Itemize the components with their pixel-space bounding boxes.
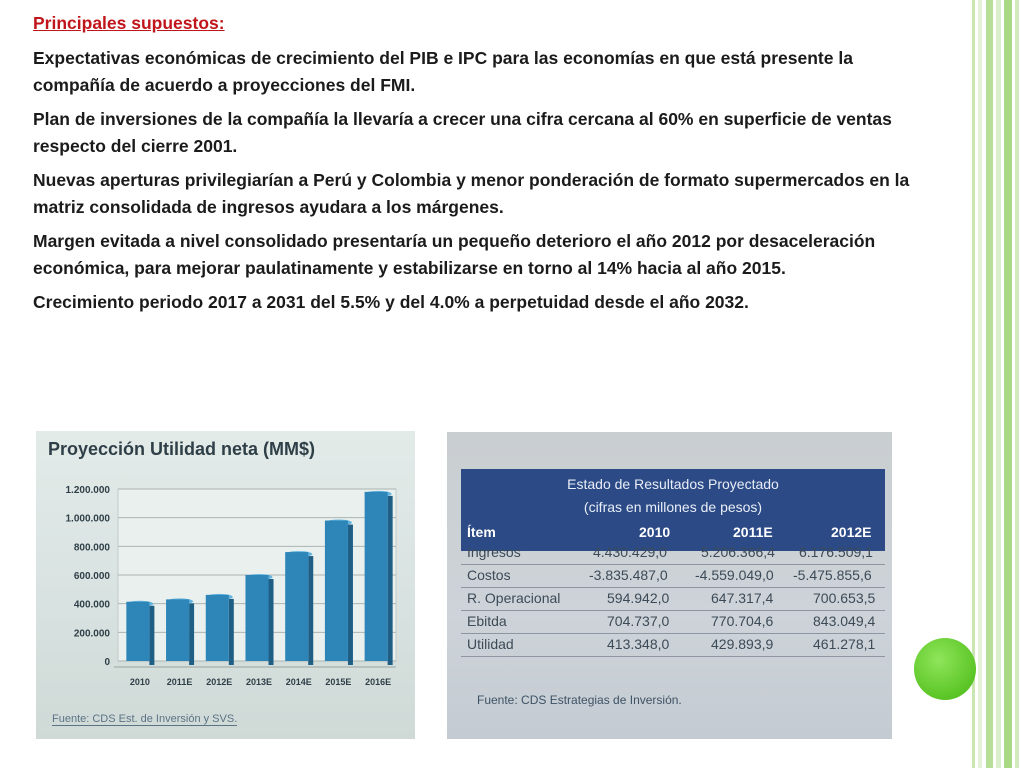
x-tick-label: 2012E [206,677,233,687]
y-tick-label: 0 [104,657,110,668]
table-row [461,588,885,610]
bar-chart-svg [36,471,415,711]
y-tick-label: 800.000 [73,542,110,554]
table-row [461,542,885,564]
bar-side [189,603,194,665]
bar [206,595,229,661]
assumption-paragraph: Expectativas económicas de crecimiento del PIB e IPC para las economías en que está presente la compañía de acuerdo a proyecciones del FMI. [33,48,853,95]
net-income-chart [36,431,415,739]
cell-value: 704.737,0 [607,613,670,629]
table-subtitle: (cifras en millones de pesos) [583,499,763,515]
row-label: Costos [467,567,511,583]
column-header-2010: 2010 [639,524,671,540]
table-title: Estado de Resultados Proyectado [567,476,779,492]
cell-value: 770.704,6 [711,613,774,629]
cell-value: 700.653,5 [813,590,876,606]
stripe [1015,0,1019,768]
bar [325,521,348,661]
stripe [972,0,975,768]
assumption-paragraph: Plan de inversiones de la compañía la llevaría a crecer una cifra cercana al 60% en superficie de ventas respecto del cierre 2001. [33,109,892,156]
x-tick-label: 2014E [285,677,312,687]
y-tick-label: 1.200.000 [65,485,110,496]
bar [365,492,388,661]
cell-value: 6.176.509,1 [799,544,873,560]
bar [166,599,189,661]
bar [126,602,149,661]
assumption-paragraph: Crecimiento periodo 2017 a 2031 del 5.5% y del 4.0% a perpetuidad desde el año 2032. [33,292,749,312]
cell-value: 647.317,4 [711,590,774,606]
cell-value: 4.430.429,0 [593,544,667,560]
bar-side [269,579,274,665]
table-source: Fuente: CDS Estrategias de Inversión. [477,693,682,707]
y-tick-label: 600.000 [73,571,110,582]
row-label: R. Operacional [467,590,561,606]
column-header-2012e: 2012E [831,524,872,540]
bar-side [388,496,393,665]
x-tick-label: 2011E [166,677,193,687]
cell-value: 594.942,0 [607,590,670,606]
row-divider [461,656,885,657]
bar-side [149,606,154,665]
row-label: Utilidad [467,636,514,652]
assumptions-text [33,10,933,323]
cell-value: -3.835.487,0 [589,567,668,583]
bar-side [348,525,353,665]
row-label: Ebitda [467,613,507,629]
row-label: Ingresos [467,544,521,560]
cell-value: -4.559.049,0 [695,567,774,583]
bar [285,552,308,661]
stripe [978,0,982,768]
green-circle-decoration [914,638,976,700]
cell-value: -5.475.855,6 [793,567,872,583]
table-row [461,565,885,587]
income-statement-table [447,432,892,739]
x-tick-label: 2013E [245,677,273,687]
chart-source: Fuente: CDS Est. de Inversión y SVS. [52,713,238,725]
cell-value: 5.206.366,4 [701,544,775,560]
stripe [1004,0,1012,768]
y-tick-label: 1.000.000 [65,513,110,525]
stripe [986,0,993,768]
y-tick-label: 200.000 [73,628,110,640]
bar [245,575,268,661]
x-tick-label: 2016E [365,677,392,687]
x-tick-label: 2015E [325,677,352,687]
cell-value: 429.893,9 [711,636,774,652]
table-row [461,611,885,633]
assumption-paragraph: Nuevas aperturas privilegiarían a Perú y Colombia y menor ponderación de formato supermercados en la matriz consolidada de ingresos ayudara a los márgenes. [33,170,910,217]
decorative-stripes [972,0,1024,768]
table-header [461,469,885,551]
cell-value: 413.348,0 [607,636,670,652]
cell-value: 843.049,4 [813,613,876,629]
stripe [996,0,1001,768]
assumption-paragraph: Margen evitada a nivel consolidado presentaría un pequeño deterioro el año 2012 por desaceleración económica, para mejorar paulatinamente y estabilizarse en torno al 14% hacia al año 2015. [33,231,876,278]
x-tick-label: 2010 [129,677,150,687]
section-heading: Principales supuestos: [33,13,225,33]
bar-side [308,556,313,665]
bar-side [229,599,234,665]
column-header-item: Ítem [467,524,496,540]
table-row [461,634,885,656]
column-header-2011e: 2011E [733,524,773,540]
chart-title: Proyección Utilidad neta (MM$) [48,439,316,459]
y-tick-label: 400.000 [73,599,110,611]
cell-value: 461.278,1 [813,636,876,652]
